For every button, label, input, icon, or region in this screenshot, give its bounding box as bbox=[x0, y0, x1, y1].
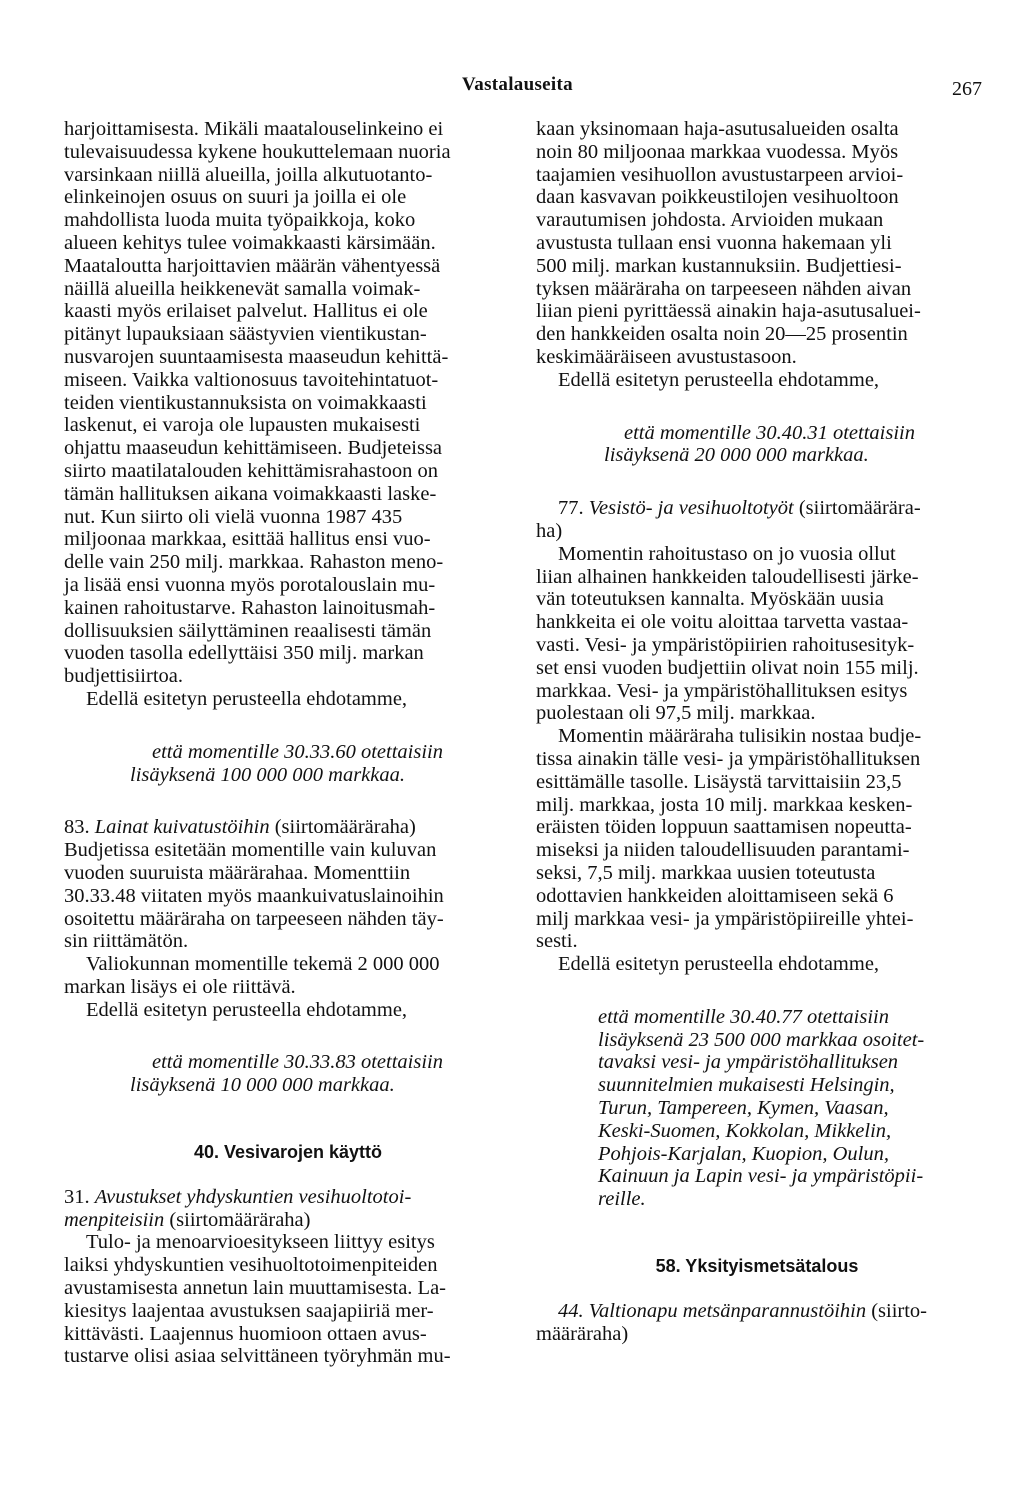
text-line: tämän hallituksen aikana voimakkaasti laske- bbox=[64, 482, 437, 505]
text-line: osoitettu määräraha on tarpeeseen nähden täy- bbox=[64, 907, 444, 930]
item-suffix: (siirtomääräraha) bbox=[169, 1208, 311, 1231]
text-line: keskimääräiseen avustustasoon. bbox=[536, 345, 797, 368]
proposal-line: Kainuun ja Lapin vesi- ja ympäristöpii- bbox=[598, 1165, 924, 1188]
item-title: menpiteisiin bbox=[64, 1208, 165, 1231]
item-suffix-cont: ha) bbox=[536, 519, 563, 542]
proposal-intro: Edellä esitetyn perusteella ehdotamme, bbox=[558, 368, 880, 391]
paragraph bbox=[64, 839, 512, 953]
text-line: tissa ainakin tälle vesi- ja ympäristöhallituksen bbox=[536, 747, 921, 770]
text-line: set ensi vuoden budjettiin olivat noin 155 milj. bbox=[536, 656, 919, 679]
text-line: 30.33.48 viitaten myös maankuivatuslainoihin bbox=[64, 884, 444, 907]
item-heading bbox=[64, 816, 512, 839]
proposal-intro: Edellä esitetyn perusteella ehdotamme, bbox=[86, 687, 408, 710]
text-line: varsinkaan niillä alueilla, joilla alkutuotanto- bbox=[64, 163, 433, 186]
proposal-line: että momentille 30.33.83 otettaisiin bbox=[152, 1051, 443, 1074]
proposal-line: Turun, Tampereen, Kymen, Vaasan, bbox=[598, 1097, 889, 1120]
text-line: hankkeita ei ole voitu aloittaa tarvetta vastaa- bbox=[536, 611, 909, 634]
text-line: ohjattu maaseudun kehittämiseen. Budjeteissa bbox=[64, 437, 443, 460]
text-line: harjoittamisesta. Mikäli maatalouselinkeino ei bbox=[64, 118, 444, 140]
text-line: liian pieni pyrittäessä ainakin haja-asutusaluei- bbox=[536, 300, 921, 323]
text-line: siirto maatilatalouden kehittämisrahastoon on bbox=[64, 459, 439, 482]
text-line: Momentin rahoitustaso on jo vuosia ollut bbox=[558, 542, 896, 565]
proposal-line: että momentille 30.40.77 otettaisiin bbox=[598, 1005, 889, 1028]
item-title: Lainat kuivatustöihin bbox=[94, 816, 270, 839]
item-suffix: (siirtomääräraha) bbox=[274, 816, 416, 839]
proposal-intro: Edellä esitetyn perusteella ehdotamme, bbox=[86, 998, 408, 1021]
proposal-line: että momentille 30.33.60 otettaisiin bbox=[152, 740, 443, 763]
text-line: näillä alueilla heikkenevät samalla voimak- bbox=[64, 277, 421, 300]
text-line: kiesitys laajentaa avustuksen saajapiiriä mer- bbox=[64, 1299, 434, 1322]
proposal-intro: Edellä esitetyn perusteella ehdotamme, bbox=[558, 953, 880, 976]
paragraph bbox=[64, 953, 512, 999]
item-suffix: (siirto- bbox=[871, 1299, 928, 1322]
proposal-line: Pohjois-Karjalan, Kuopion, Oulun, bbox=[598, 1142, 890, 1165]
text-line: vasti. Vesi- ja ympäristöpiirien rahoitusesityk- bbox=[536, 633, 915, 656]
text-line: delle vain 250 milj. markkaa. Rahaston meno- bbox=[64, 551, 444, 574]
text-line: tyksen määräraha on tarpeeseen nähden aivan bbox=[536, 277, 912, 300]
text-line: miseen. Vaikka valtionosuus tavoitehintatuot- bbox=[64, 368, 439, 391]
text-line: Maataloutta harjoittavien määrän vähentyessä bbox=[64, 254, 441, 277]
text-line: 500 milj. markan kustannuksiin. Budjettiesi- bbox=[536, 254, 902, 277]
item-number: 77. bbox=[558, 497, 584, 520]
item-heading bbox=[536, 1300, 978, 1323]
item-number: 44. bbox=[558, 1299, 584, 1322]
paragraph bbox=[536, 725, 978, 953]
text-line: Tulo- ja menoarvioesitykseen liittyy esitys bbox=[86, 1231, 435, 1254]
text-line: vuoden tasolla edellyttäisi 350 milj. markan bbox=[64, 642, 424, 665]
item-title: Avustukset yhdyskuntien vesihuoltotoi- bbox=[94, 1185, 412, 1208]
item-number: 83. bbox=[64, 816, 90, 839]
section-heading: 40. Vesivarojen käyttö bbox=[193, 1142, 383, 1163]
text-line: miljoonaa markkaa, esittää hallitus ensi vuo- bbox=[64, 528, 431, 551]
proposal-line: lisäyksenä 23 500 000 markkaa osoitet- bbox=[598, 1028, 925, 1051]
text-line: dollisuuksien säilyttäminen reaalisesti tämän bbox=[64, 619, 432, 642]
text-line: Budjetissa esitetään momentille vain kuluvan bbox=[64, 839, 437, 862]
proposal-line: tavaksi vesi- ja ympäristöhallituksen bbox=[598, 1051, 899, 1074]
text-line: liian alhainen hankkeiden taloudellisesti järke- bbox=[536, 565, 919, 588]
text-line: sesti. bbox=[536, 930, 578, 953]
proposal-line: suunnitelmien mukaisesti Helsingin, bbox=[598, 1074, 895, 1097]
text-line: den hankkeiden osalta noin 20—25 prosentin bbox=[536, 323, 908, 346]
text-line: tulevaisuudessa kykene houkuttelemaan nuoria bbox=[64, 140, 451, 163]
text-line: varautumisen johdosta. Arvioiden mukaan bbox=[536, 209, 884, 232]
text-line: miseksi ja niiden taloudellisuuden parantami- bbox=[536, 839, 910, 862]
proposal-line: reille. bbox=[598, 1188, 646, 1211]
text-line: nusvarojen suuntaamisesta maaseudun kehittä- bbox=[64, 345, 449, 368]
text-line: Valiokunnan momentille tekemä 2 000 000 bbox=[86, 953, 440, 976]
item-number: 31. bbox=[64, 1185, 90, 1208]
proposal-line: lisäyksenä 20 000 000 markkaa. bbox=[604, 444, 869, 467]
text-line: tustarve olisi asiaa selvittäneen työryhmän mu- bbox=[64, 1345, 451, 1368]
proposal-line: lisäyksenä 10 000 000 markkaa. bbox=[130, 1074, 395, 1097]
text-line: nut. Kun siirto oli vielä vuonna 1987 435 bbox=[64, 505, 403, 528]
running-header-title: Vastalauseita bbox=[462, 74, 573, 95]
left-column bbox=[64, 118, 512, 1368]
page-number: 267 bbox=[952, 78, 982, 100]
text-line: laiksi yhdyskuntien vesihuoltotoimenpiteiden bbox=[64, 1254, 438, 1277]
paragraph bbox=[64, 1231, 512, 1368]
text-line: milj markkaa vesi- ja ympäristöpiireille yhtei- bbox=[536, 907, 914, 930]
text-line: avustamisesta annetun lain muuttamisesta. La- bbox=[64, 1277, 446, 1300]
text-line: laskenut, ei varoja ole lupausten mukaisesti bbox=[64, 414, 421, 437]
item-title: Vesistö- ja vesihuoltotyöt bbox=[588, 497, 794, 520]
text-line: budjettisiirtoa. bbox=[64, 665, 183, 688]
text-line: vuoden suuruista määrärahaa. Momenttiin bbox=[64, 861, 411, 884]
item-heading-cont bbox=[64, 1209, 512, 1232]
proposal-block bbox=[536, 422, 978, 468]
text-line: puolestaan oli 97,5 milj. markkaa. bbox=[536, 702, 816, 725]
proposal-line: lisäyksenä 100 000 000 markkaa. bbox=[130, 763, 405, 786]
proposal-block bbox=[536, 1006, 978, 1211]
text-line: esittämälle tasolle. Lisäystä tarvittaisiin 23,5 bbox=[536, 770, 902, 793]
text-line: taajamien vesihuollon avustustarpeen arvioi- bbox=[536, 163, 904, 186]
right-column bbox=[536, 118, 978, 1345]
text-line: ja lisää ensi vuonna myös porotalouslain mu- bbox=[64, 573, 436, 596]
text-line: eräisten töiden loppuun saattamisen nopeutta- bbox=[536, 816, 912, 839]
text-line: milj. markkaa, josta 10 milj. markkaa kesken- bbox=[536, 793, 913, 816]
item-suffix-cont: määräraha) bbox=[536, 1322, 629, 1345]
proposal-line: että momentille 30.40.31 otettaisiin bbox=[624, 421, 915, 444]
text-line: noin 80 miljoonaa markkaa vuodessa. Myös bbox=[536, 140, 899, 163]
text-line: vän toteutuksen kannalta. Myöskään uusia bbox=[536, 588, 884, 611]
text-line: daan kasvavan poikkeustilojen vesihuoltoon bbox=[536, 186, 899, 209]
text-line: markan lisäys ei ole riittävä. bbox=[64, 975, 296, 998]
text-line: elinkeinojen osuus on suuri ja joilla ei ole bbox=[64, 186, 407, 209]
paragraph bbox=[64, 118, 512, 688]
text-line: Momentin määräraha tulisikin nostaa budje- bbox=[558, 725, 922, 748]
text-line: alueen kehitys tulee voimakkaasti kärsimään. bbox=[64, 231, 436, 254]
text-line: seksi, 7,5 milj. markkaa uusien toteutusta bbox=[536, 861, 876, 884]
item-heading bbox=[64, 1186, 512, 1209]
text-line: kaasti myös erilaiset palvelut. Hallitus ei ole bbox=[64, 300, 428, 323]
proposal-block bbox=[64, 741, 512, 787]
item-heading bbox=[536, 497, 978, 520]
item-title: Valtionapu metsänparannustöihin bbox=[588, 1299, 867, 1322]
text-line: kainen rahoitustarve. Rahaston lainoitusmah- bbox=[64, 596, 436, 619]
proposal-line: Keski-Suomen, Kokkolan, Mikkelin, bbox=[598, 1119, 892, 1142]
section-heading: 58. Yksityismetsätalous bbox=[655, 1256, 859, 1277]
text-line: pitänyt lupauksiaan säästyvien vientikustan- bbox=[64, 323, 427, 346]
text-line: kittävästi. Laajennus huomioon ottaen avus- bbox=[64, 1322, 427, 1345]
proposal-block bbox=[64, 1051, 512, 1097]
text-line: markkaa. Vesi- ja ympäristöhallituksen esitys bbox=[536, 679, 908, 702]
paragraph bbox=[536, 118, 978, 369]
text-line: kaan yksinomaan haja-asutusalueiden osalta bbox=[536, 118, 899, 140]
item-suffix: (siirtomäärära- bbox=[798, 497, 921, 520]
text-line: avustusta tullaan ensi vuonna hakemaan yli bbox=[536, 231, 892, 254]
text-line: mahdollista luoda muita työpaikkoja, koko bbox=[64, 209, 416, 232]
text-line: odottavien hankkeiden aloittamiseen sekä 6 bbox=[536, 884, 894, 907]
text-line: sin riittämätön. bbox=[64, 930, 189, 953]
paragraph bbox=[536, 543, 978, 725]
text-line: teiden vientikustannuksista on voimakkaasti bbox=[64, 391, 427, 414]
